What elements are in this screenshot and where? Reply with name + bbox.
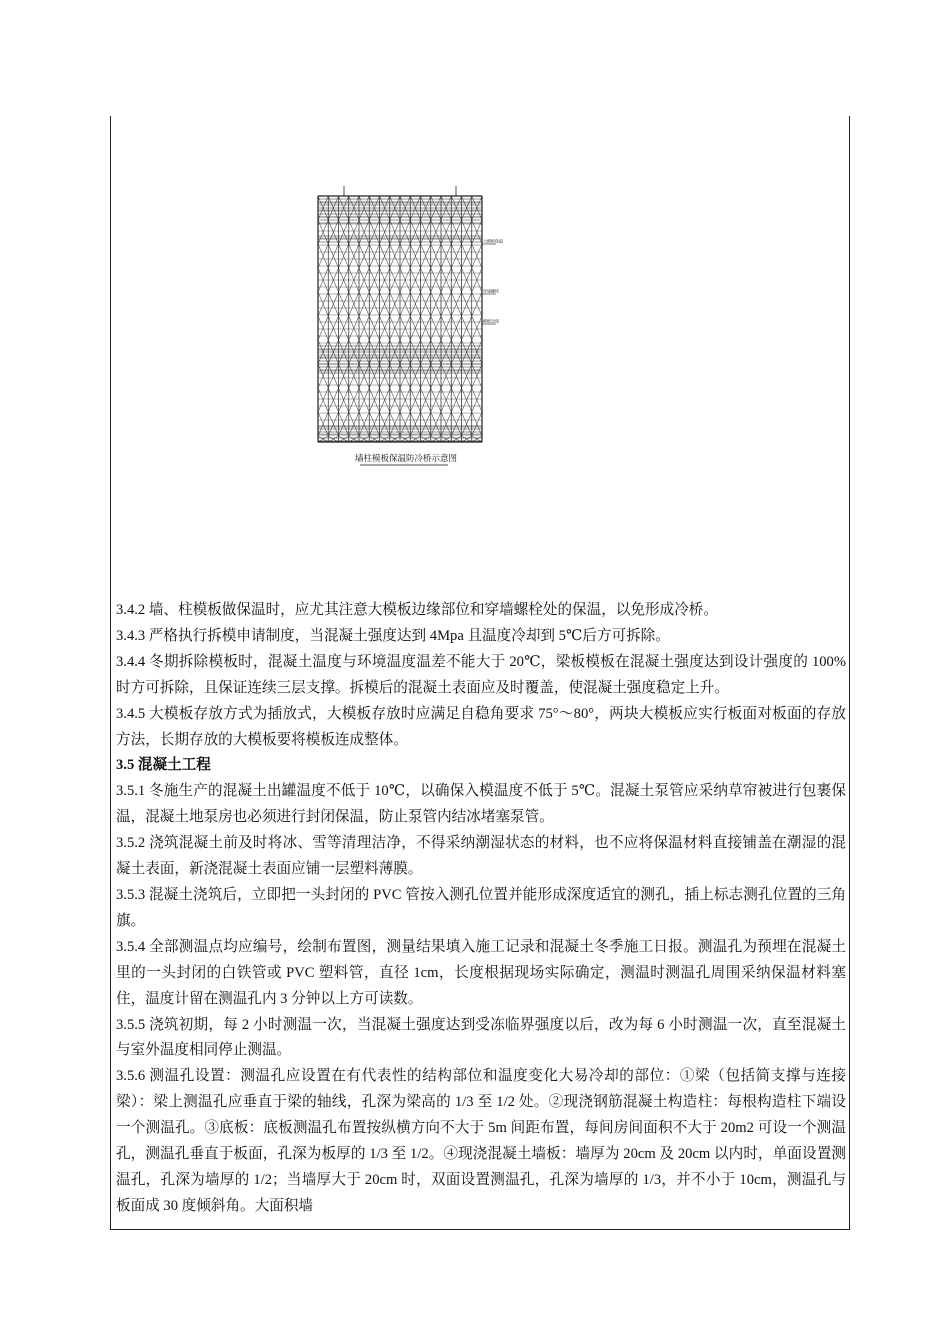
figure-label: 大模板保温 [483,238,503,244]
paragraph: 3.5.5 浇筑初期，每 2 小时测温一次，当混凝土强度达到受冻临界强度以后，改为每 6 小时测温一次，直至混凝土与室外温度相同停止测温。 [116,1016,846,1059]
formwork-drawing [316,184,503,474]
paragraph: 3.5.6 测温孔设置：测温孔应设置在有代表性的结构部位和温度变化大易冷却的部位：①梁（包括简支撑与连接梁）：梁上测温孔应垂直于梁的轴线，孔深为梁高的 1/3 至 1/2 处。②现浇钢筋混凝土构造柱：每根构造柱下端设一个测温孔。③底板：底板测温孔布置按纵横方向不大于 5m 间距布置，每间房间面积不大于 20m2 可设一个测温孔，测温孔垂直于板面，孔深为板厚的 1/3 至 1/2。④现浇混凝土墙板：墙厚为 20cm 及 20cm 以内时，单面设置测温孔，孔深为墙厚的 1/2；当墙厚大于 20cm 时，双面设置测温孔，孔深为墙厚的 1/3，并不小于 10cm，测温孔与板面成 30 度倾斜角。大面积墙 [116,1068,846,1214]
paragraph: 3.5.2 浇筑混凝土前及时将冰、雪等清理洁净，不得采纳潮湿状态的材料，也不应将保温材料直接铺盖在潮湿的混凝土表面，新浇混凝土表面应铺一层塑料薄膜。 [116,835,846,878]
paragraph: 3.4.5 大模板存放方式为插放式，大模板存放时应满足自稳角要求 75°～80°，两块大模板应实行板面对板面的存放方法，长期存放的大模板要将模板连成整体。 [116,705,846,748]
paragraph: 3.5.1 冬施生产的混凝土出罐温度不低于 10℃，以确保入模温度不低于 5℃。混凝土泵管应采纳草帘被进行包裹保温，混凝土地泵房也必须进行封闭保温，防止泵管内结冰堵塞泵管。 [116,783,846,826]
body-text [116,598,846,1220]
paragraph: 3.4.4 冬期拆除模板时，混凝土温度与环境温度温差不能大于 20℃，梁板模板在混凝土强度达到设计强度的 100%时方可拆除，且保证连续三层支撑。拆模后的混凝土表面应及时覆盖，使混凝土强度稳定上升。 [116,653,846,696]
section-heading: 3.5 混凝土工程 [116,757,211,774]
figure-caption: 墙柱模板保温防冷桥示意图 [354,454,458,464]
paragraph: 3.4.2 墙、柱模板做保温时，应尤其注意大模板边缘部位和穿墙螺栓处的保温，以免形成冷桥。 [116,602,718,618]
paragraph: 3.5.3 混凝土浇筑后，立即把一头封闭的 PVC 管按入测孔位置并能形成深度适宜的测孔，插上标志测孔位置的三角旗。 [116,886,846,929]
formwork-diagram-svg [316,184,503,474]
figure-label: 模板边缘 [483,318,499,324]
paragraph: 3.5.4 全部测温点均应编号，绘制布置图，测量结果填入施工记录和混凝土冬季施工日报。测温孔为预埋在混凝土里的一头封闭的白铁管或 PVC 塑料管，直径 1cm，长度根据现场实际确定，测温时测温孔周围采纳保温材料塞住，温度计留在测温孔内 3 分钟以上方可读数。 [116,938,846,1007]
paragraph: 3.4.3 严格执行拆模申请制度，当混凝土强度达到 4Mpa 且温度冷却到 5℃后方可拆除。 [116,627,670,644]
figure-label: 穿墙螺栓 [483,288,499,294]
